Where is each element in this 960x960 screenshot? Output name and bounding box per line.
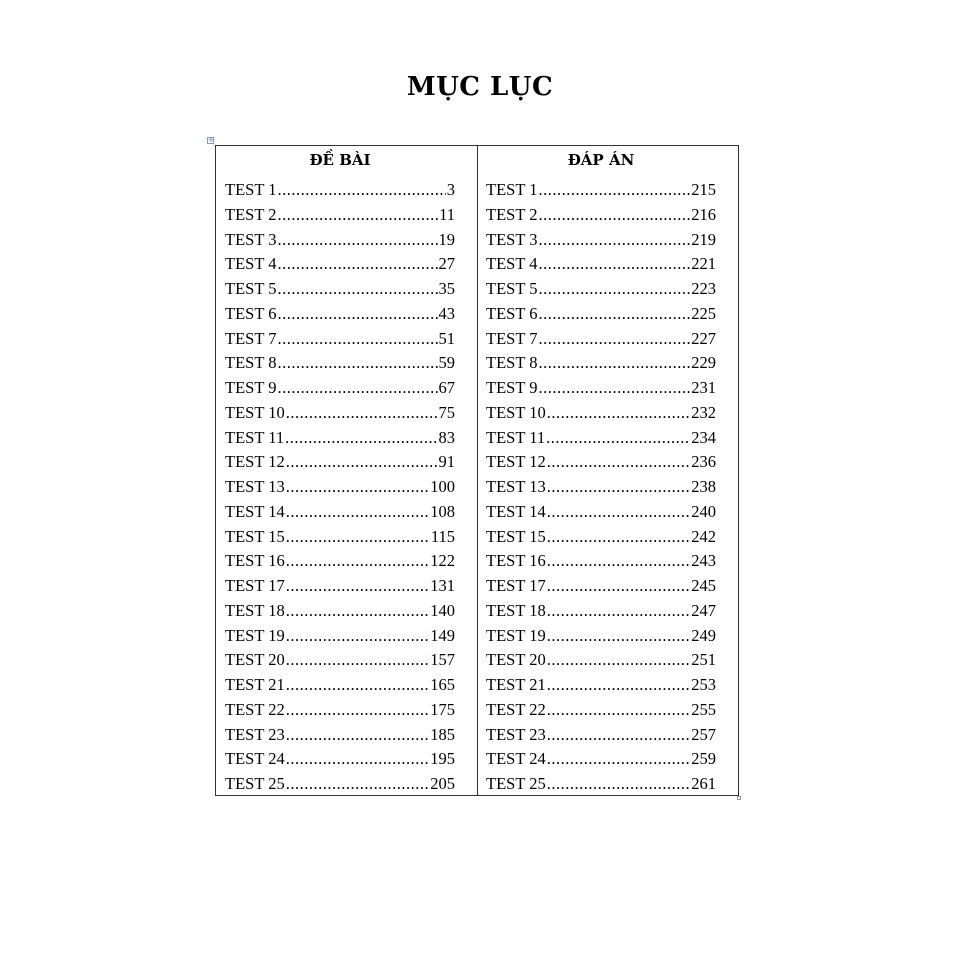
dot-leader xyxy=(286,601,430,621)
dot-leader xyxy=(547,626,691,646)
toc-entry-page: 83 xyxy=(438,427,455,447)
dot-leader xyxy=(278,205,439,225)
dot-leader xyxy=(286,675,430,695)
toc-entry-page: 91 xyxy=(438,452,455,472)
page-title: MỤC LỤC xyxy=(406,72,554,102)
toc-entry[interactable] xyxy=(225,725,455,750)
dot-leader xyxy=(278,329,438,349)
toc-entry-label: TEST 16 xyxy=(225,551,285,571)
toc-entry[interactable] xyxy=(225,254,455,279)
dot-leader xyxy=(546,428,690,448)
toc-entry[interactable] xyxy=(486,675,716,700)
dot-leader xyxy=(278,378,438,398)
toc-entry-label: TEST 18 xyxy=(486,600,546,620)
toc-entry-label: TEST 12 xyxy=(225,452,285,472)
toc-entry-label: TEST 16 xyxy=(486,551,546,571)
toc-entry[interactable] xyxy=(486,279,716,304)
dot-leader xyxy=(285,428,437,448)
toc-entry-page: 3 xyxy=(446,180,455,199)
dot-leader xyxy=(278,180,446,200)
toc-entry[interactable] xyxy=(486,725,716,750)
dot-leader xyxy=(539,329,691,349)
dot-leader xyxy=(547,576,691,596)
toc-entry[interactable] xyxy=(486,601,716,626)
toc-entry-label: TEST 5 xyxy=(225,279,277,298)
toc-entry-page: 223 xyxy=(691,279,716,298)
toc-entry-page: 221 xyxy=(691,254,716,274)
dap-an-column xyxy=(477,146,738,795)
toc-entry-page: 100 xyxy=(430,477,455,496)
toc-entry-page: 51 xyxy=(438,328,455,348)
toc-entry-page: 257 xyxy=(691,724,716,744)
dot-leader xyxy=(286,650,430,670)
toc-entry-label: TEST 1 xyxy=(225,180,277,199)
toc-entry-label: TEST 7 xyxy=(225,328,277,348)
toc-entry[interactable] xyxy=(225,774,455,799)
toc-entry-label: TEST 7 xyxy=(486,328,538,348)
toc-entry-label: TEST 10 xyxy=(486,402,546,422)
dot-leader xyxy=(278,279,438,299)
resize-handle-icon[interactable] xyxy=(737,796,741,800)
toc-entry[interactable] xyxy=(486,230,716,255)
dot-leader xyxy=(286,700,430,720)
toc-entry-label: TEST 1 xyxy=(486,180,538,199)
toc-entry[interactable] xyxy=(486,576,716,601)
toc-entry-page: 215 xyxy=(691,180,716,199)
toc-entry-label: TEST 6 xyxy=(486,303,538,323)
toc-entry-page: 59 xyxy=(438,353,455,373)
toc-entry-label: TEST 3 xyxy=(225,229,277,249)
toc-entry[interactable] xyxy=(486,329,716,354)
toc-entry-page: 175 xyxy=(430,699,455,719)
toc-entry[interactable] xyxy=(486,527,716,552)
de-bai-list xyxy=(225,180,455,799)
toc-entry-page: 236 xyxy=(691,452,716,472)
toc-entry-label: TEST 11 xyxy=(225,427,285,447)
toc-entry[interactable] xyxy=(486,304,716,329)
toc-entry[interactable] xyxy=(486,205,716,230)
toc-entry-label: TEST 8 xyxy=(225,353,277,373)
dot-leader xyxy=(278,230,438,250)
toc-entry[interactable] xyxy=(225,551,455,576)
dot-leader xyxy=(539,230,691,250)
toc-entry-label: TEST 24 xyxy=(225,749,285,769)
toc-entry[interactable] xyxy=(486,626,716,651)
toc-entry[interactable] xyxy=(225,675,455,700)
dot-leader xyxy=(286,749,430,769)
toc-entry-page: 234 xyxy=(691,427,716,447)
dot-leader xyxy=(547,601,691,621)
toc-entry-page: 11 xyxy=(439,204,455,224)
toc-entry-label: TEST 6 xyxy=(225,303,277,323)
dot-leader xyxy=(539,279,691,299)
toc-entry[interactable] xyxy=(225,230,455,255)
toc-entry-page: 259 xyxy=(691,749,716,769)
toc-entry-page: 261 xyxy=(691,774,716,793)
toc-entry-label: TEST 4 xyxy=(486,254,538,274)
toc-entry[interactable] xyxy=(225,601,455,626)
toc-entry-page: 219 xyxy=(691,229,716,249)
dot-leader xyxy=(286,626,430,646)
dot-leader xyxy=(286,551,430,571)
toc-entry-page: 225 xyxy=(691,303,716,323)
toc-entry-label: TEST 23 xyxy=(486,724,546,744)
dot-leader xyxy=(547,452,691,472)
dot-leader xyxy=(539,304,691,324)
toc-entry-page: 108 xyxy=(430,501,455,521)
de-bai-heading: ĐỀ BÀI xyxy=(309,151,371,169)
toc-entry-page: 216 xyxy=(691,204,716,224)
dot-leader xyxy=(547,403,691,423)
toc-entry[interactable] xyxy=(225,477,455,502)
toc-entry-page: 115 xyxy=(430,526,455,546)
toc-entry-page: 185 xyxy=(430,724,455,744)
toc-entry-label: TEST 20 xyxy=(486,650,546,670)
toc-entry-label: TEST 15 xyxy=(486,526,546,546)
toc-entry-page: 157 xyxy=(430,650,455,670)
toc-entry[interactable] xyxy=(486,353,716,378)
toc-entry[interactable] xyxy=(486,502,716,527)
toc-entry-page: 240 xyxy=(691,501,716,521)
move-handle-icon[interactable]: + xyxy=(208,136,214,144)
toc-entry-page: 243 xyxy=(691,551,716,571)
dot-leader xyxy=(286,502,430,522)
toc-entry-label: TEST 2 xyxy=(486,204,538,224)
toc-entry[interactable] xyxy=(225,749,455,774)
toc-entry-page: 255 xyxy=(691,699,716,719)
dot-leader xyxy=(278,304,438,324)
dot-leader xyxy=(547,675,691,695)
toc-entry-label: TEST 12 xyxy=(486,452,546,472)
toc-entry-label: TEST 20 xyxy=(225,650,285,670)
toc-entry[interactable] xyxy=(225,329,455,354)
toc-entry-label: TEST 3 xyxy=(486,229,538,249)
toc-entry-label: TEST 8 xyxy=(486,353,538,373)
toc-entry-page: 238 xyxy=(691,477,716,496)
dot-leader xyxy=(286,403,438,423)
toc-entry-label: TEST 13 xyxy=(225,477,285,496)
toc-entry[interactable] xyxy=(225,279,455,304)
toc-entry-label: TEST 4 xyxy=(225,254,277,274)
toc-entry-page: 245 xyxy=(691,576,716,595)
dot-leader xyxy=(547,725,691,745)
toc-entry-label: TEST 5 xyxy=(486,279,538,298)
toc-entry[interactable] xyxy=(486,403,716,428)
dot-leader xyxy=(539,378,691,398)
toc-entry[interactable] xyxy=(225,700,455,725)
toc-entry-page: 27 xyxy=(438,254,455,274)
toc-entry[interactable] xyxy=(225,650,455,675)
toc-entry[interactable] xyxy=(225,403,455,428)
toc-entry-page: 232 xyxy=(691,402,716,422)
toc-entry-page: 75 xyxy=(438,402,455,422)
dot-leader xyxy=(547,551,691,571)
dot-leader xyxy=(539,353,691,373)
dot-leader xyxy=(547,774,691,794)
toc-entry[interactable] xyxy=(486,452,716,477)
toc-entry[interactable] xyxy=(486,378,716,403)
toc-entry-label: TEST 22 xyxy=(225,699,285,719)
toc-entry-page: 205 xyxy=(430,774,455,793)
toc-entry-page: 242 xyxy=(691,526,716,546)
toc-entry-label: TEST 25 xyxy=(486,774,546,793)
toc-entry-page: 253 xyxy=(691,675,716,694)
toc-entry[interactable] xyxy=(486,749,716,774)
toc-entry-label: TEST 2 xyxy=(225,204,277,224)
dot-leader xyxy=(286,576,430,596)
toc-entry-label: TEST 9 xyxy=(486,378,538,397)
toc-entry-label: TEST 19 xyxy=(225,625,285,645)
dot-leader xyxy=(547,477,691,497)
toc-entry[interactable] xyxy=(225,452,455,477)
toc-entry[interactable] xyxy=(225,205,455,230)
toc-entry-page: 231 xyxy=(691,378,716,397)
dot-leader xyxy=(286,527,430,547)
toc-entry-page: 122 xyxy=(430,551,455,571)
toc-entry[interactable] xyxy=(486,774,716,799)
toc-entry[interactable] xyxy=(486,551,716,576)
dot-leader xyxy=(547,502,691,522)
toc-entry-page: 140 xyxy=(430,600,455,620)
toc-entry-label: TEST 23 xyxy=(225,724,285,744)
toc-entry-label: TEST 9 xyxy=(225,378,277,397)
toc-entry[interactable] xyxy=(486,428,716,453)
toc-entry-page: 165 xyxy=(430,675,455,694)
toc-entry-page: 227 xyxy=(691,328,716,348)
dot-leader xyxy=(278,254,438,274)
toc-entry-page: 149 xyxy=(430,625,455,645)
toc-entry[interactable] xyxy=(225,378,455,403)
de-bai-column xyxy=(216,146,477,795)
toc-entry[interactable] xyxy=(225,502,455,527)
toc-entry-page: 195 xyxy=(430,749,455,769)
toc-table xyxy=(215,145,739,796)
toc-entry-label: TEST 14 xyxy=(225,501,285,521)
toc-entry-label: TEST 17 xyxy=(225,576,285,595)
toc-entry-label: TEST 10 xyxy=(225,402,285,422)
toc-entry[interactable] xyxy=(225,304,455,329)
dot-leader xyxy=(539,254,691,274)
toc-entry-page: 35 xyxy=(438,279,455,298)
toc-entry-label: TEST 22 xyxy=(486,699,546,719)
toc-entry[interactable] xyxy=(486,254,716,279)
toc-entry-label: TEST 17 xyxy=(486,576,546,595)
dot-leader xyxy=(286,725,430,745)
toc-entry[interactable] xyxy=(486,650,716,675)
dot-leader xyxy=(547,650,691,670)
dot-leader xyxy=(539,205,691,225)
dot-leader xyxy=(286,452,438,472)
toc-entry-label: TEST 15 xyxy=(225,526,285,546)
toc-entry[interactable] xyxy=(486,477,716,502)
dot-leader xyxy=(286,774,430,794)
toc-entry[interactable] xyxy=(225,626,455,651)
toc-entry-page: 43 xyxy=(438,303,455,323)
dap-an-list xyxy=(486,180,716,799)
dot-leader xyxy=(278,353,438,373)
toc-entry[interactable] xyxy=(225,353,455,378)
toc-entry-label: TEST 14 xyxy=(486,501,546,521)
toc-entry-label: TEST 21 xyxy=(486,675,546,694)
toc-entry-page: 131 xyxy=(430,576,455,595)
dot-leader xyxy=(286,477,430,497)
toc-entry[interactable] xyxy=(225,576,455,601)
toc-entry-page: 19 xyxy=(438,229,455,249)
toc-entry-label: TEST 21 xyxy=(225,675,285,694)
toc-entry-page: 249 xyxy=(691,625,716,645)
dot-leader xyxy=(547,749,691,769)
toc-entry[interactable] xyxy=(225,527,455,552)
toc-entry[interactable] xyxy=(225,180,455,205)
toc-entry-page: 251 xyxy=(691,650,716,670)
toc-entry-label: TEST 18 xyxy=(225,600,285,620)
toc-entry-page: 229 xyxy=(691,353,716,373)
toc-entry-label: TEST 11 xyxy=(486,427,546,447)
toc-entry-page: 67 xyxy=(438,378,455,397)
toc-entry-label: TEST 24 xyxy=(486,749,546,769)
dot-leader xyxy=(547,527,691,547)
toc-entry-label: TEST 19 xyxy=(486,625,546,645)
toc-entry-label: TEST 25 xyxy=(225,774,285,793)
toc-entry[interactable] xyxy=(225,428,455,453)
toc-entry[interactable] xyxy=(486,180,716,205)
toc-entry[interactable] xyxy=(486,700,716,725)
dot-leader xyxy=(547,700,691,720)
dot-leader xyxy=(539,180,691,200)
dap-an-heading: ĐÁP ÁN xyxy=(567,151,635,169)
toc-entry-page: 247 xyxy=(691,600,716,620)
toc-entry-label: TEST 13 xyxy=(486,477,546,496)
